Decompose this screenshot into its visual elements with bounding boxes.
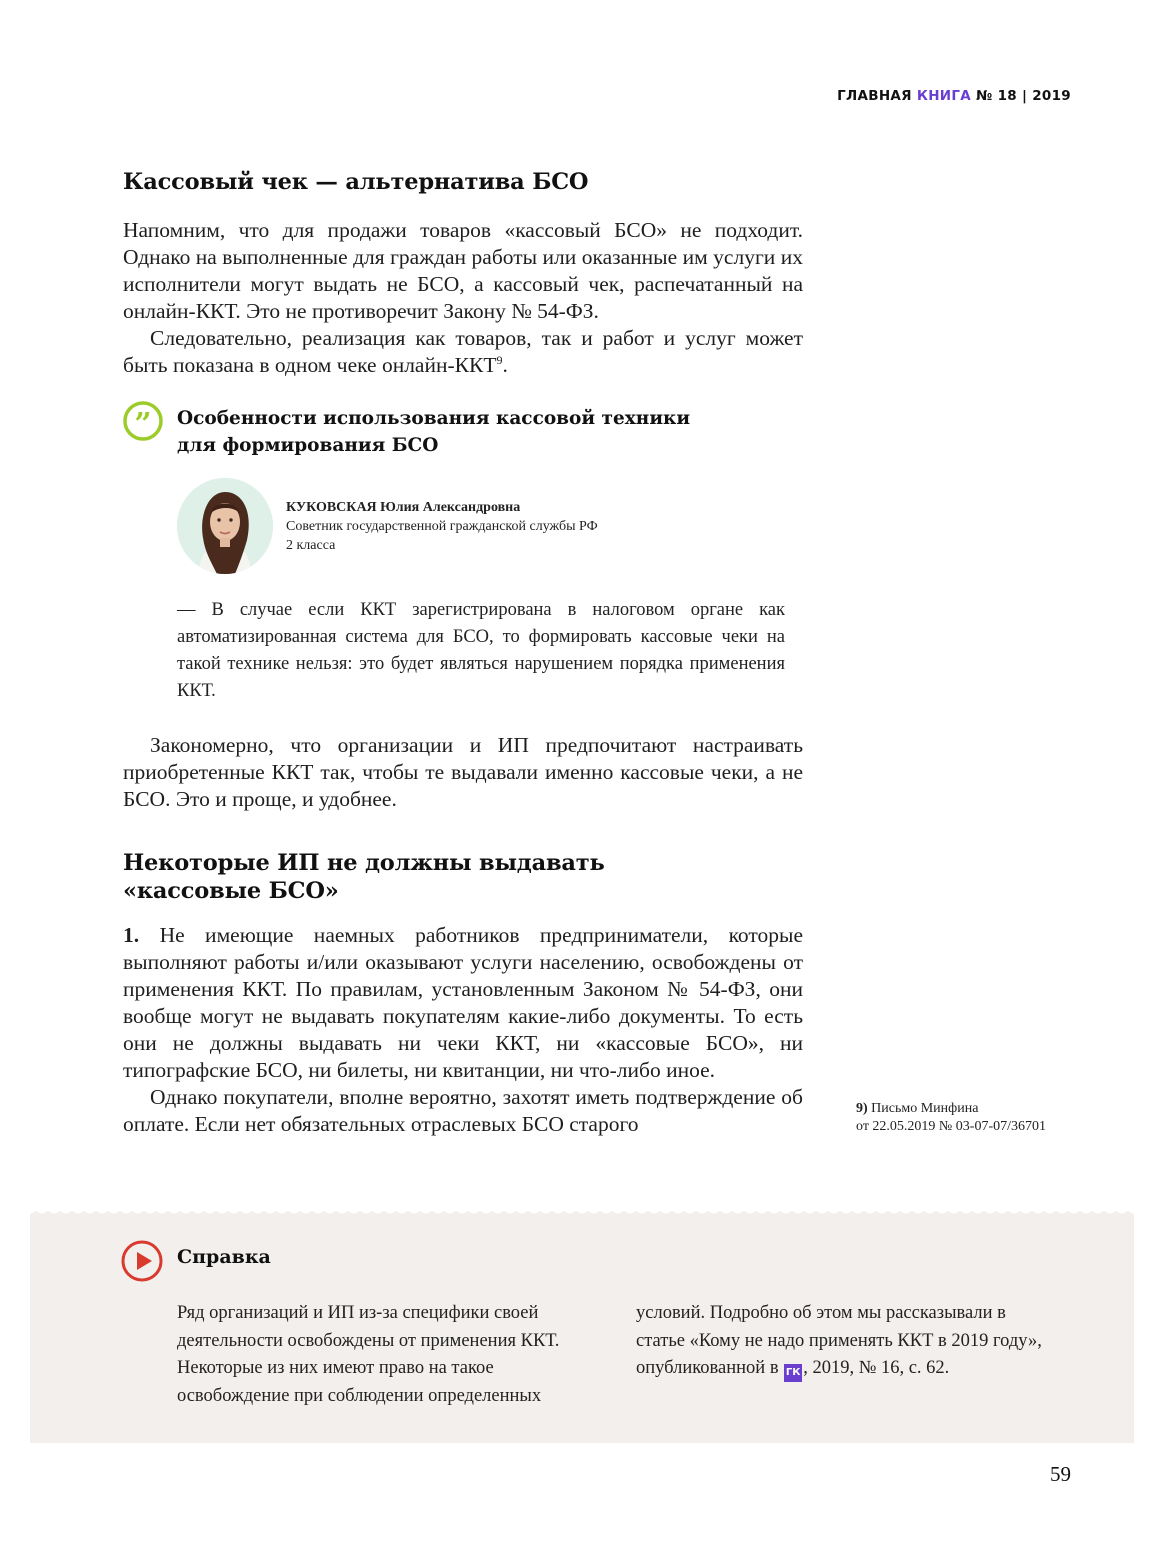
expert-role-cont: 2 класса <box>286 538 336 553</box>
expert-name: КУКОВСКАЯ Юлия Александровна <box>286 500 521 515</box>
masthead <box>837 88 1071 104</box>
paragraph: Следовательно, реализация как товаров, так и работ и услуг может быть показана в одном чеке онлайн-ККТ$^9$. <box>123 326 803 377</box>
issue-number: № 18 | 2019 <box>976 88 1071 104</box>
quote-marks-icon <box>123 401 163 441</box>
paragraph: Закономерно, что организации и ИП предпочитают настраивать приобретенные ККТ так, чтобы те выдавали именно кассовые чеки, а не БСО. Это и проще, и удобнее. <box>123 733 803 811</box>
expert-quote-text: — В случае если ККТ зарегистрирована в налоговом органе как автоматизированная система для БСО, то формировать кассовые чеки на такой технике нельзя: это будет являться нарушением порядка применения ККТ. <box>177 600 785 701</box>
expert-role: Советник государственной гражданской службы РФ <box>286 519 598 534</box>
section-title-cash-receipt: Кассовый чек — альтернатива БСО <box>123 169 589 195</box>
section1-body <box>123 217 803 379</box>
expert-avatar <box>177 478 273 574</box>
page-number: 59 <box>1050 1462 1071 1486</box>
paragraph: Однако покупатели, вполне вероятно, захотят иметь подтверждение об оплате. Если нет обязательных отраслевых БСО старого <box>123 1085 803 1136</box>
after-quote-body <box>123 732 803 813</box>
section2-body <box>123 922 803 1138</box>
list-number: 1. <box>123 923 140 947</box>
reference-box-col2: условий. Подробно об этом мы рассказывали в статье «Кому не надо применять ККТ в 2019 году», опубликованной в ГК , 2019, № 16, с. 62. <box>636 1300 1056 1383</box>
footnote-mark[interactable]: 9 <box>496 352 503 367</box>
paragraph: 1. Не имеющие наемных работников предприниматели, которые выполняют работы и/или оказывают услуги населению, освобождены от применения ККТ. По правилам, установленным Законом № 54-ФЗ, они вообще могут не выдавать покупателям какие-либо документы. То есть они не должны выдавать ни чеки ККТ, ни «кассовые БСО», ни типографские БСО, ни билеты, ни квитанции, ни что-либо иное. <box>123 923 804 1082</box>
reference-box-title: Справка <box>177 1246 271 1268</box>
svg-text:”: ” <box>134 407 152 441</box>
paragraph: Напомним, что для продажи товаров «кассовый БСО» не подходит. Однако на выполненные для граждан работы или оказанные им услуги их исполнители могут выдать не БСО, а кассовый чек, распечатанный на онлайн-ККТ. Это не противоречит Закону № 54-ФЗ. <box>123 218 803 323</box>
expert-quote-title: Особенности использования кассовой техники для формирования БСО <box>177 408 691 456</box>
expert-info <box>286 498 686 555</box>
section-title-entrepreneurs: Некоторые ИП не должны выдавать «кассовые БСО» <box>123 850 605 904</box>
footnote-number: 9) <box>856 1101 868 1116</box>
brand-name-part1: ГЛАВНАЯ <box>837 88 912 104</box>
footnote: 9) Письмо Минфина от 22.05.2019 № 03-07-07/36701 <box>856 1101 1047 1134</box>
brand-name-part2: КНИГА <box>916 88 972 104</box>
play-icon <box>121 1240 163 1282</box>
gk-logo-icon: ГК <box>784 1364 802 1382</box>
reference-box-col1: Ряд организаций и ИП из-за специфики своей деятельности освобождены от применения ККТ. Некоторые из них имеют право на такое освобождение при соблюдении определенных <box>177 1303 560 1406</box>
